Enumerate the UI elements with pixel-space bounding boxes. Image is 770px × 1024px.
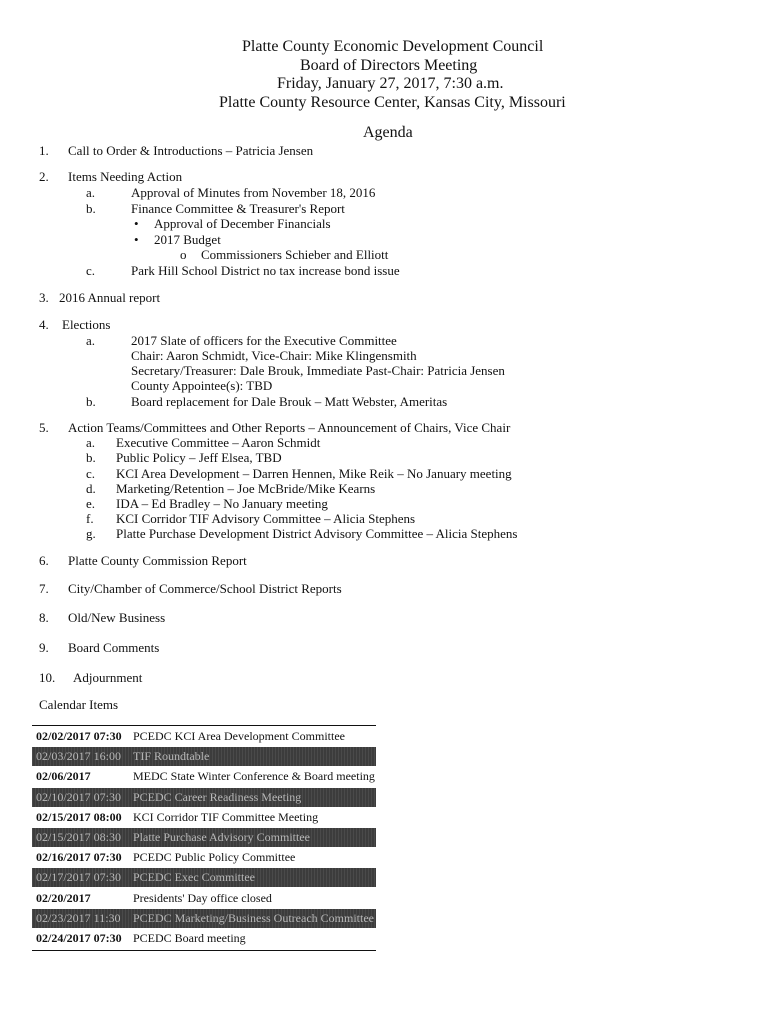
- calendar-row: [32, 727, 376, 746]
- calendar-event: Presidents' Day office closed: [133, 890, 272, 905]
- meeting-title: Board of Directors Meeting: [300, 57, 478, 74]
- bullet-text: Approval of December Financials: [154, 216, 331, 231]
- calendar-event: PCEDC Career Readiness Meeting: [133, 789, 302, 804]
- bullet-text: 2017 Budget: [154, 232, 221, 247]
- calendar-date: 02/20/2017: [36, 890, 91, 905]
- calendar-row: [32, 868, 376, 887]
- calendar-row: [32, 808, 376, 827]
- sub-item-text: IDA – Ed Bradley – No January meeting: [116, 496, 328, 511]
- item-number: 6.: [39, 553, 49, 568]
- sub-item-text: County Appointee(s): TBD: [131, 378, 273, 393]
- item-number: 4.: [39, 317, 49, 332]
- sub-bullet-text: Commissioners Schieber and Elliott: [201, 247, 389, 262]
- sub-item-text: Executive Committee – Aaron Schmidt: [116, 435, 321, 450]
- item-text: City/Chamber of Commerce/School District Reports: [68, 581, 342, 596]
- item-text: Board Comments: [68, 640, 160, 655]
- calendar-date: 02/06/2017: [36, 769, 91, 784]
- calendar-event: MEDC State Winter Conference & Board meeting: [133, 769, 375, 784]
- calendar-event: PCEDC Public Policy Committee: [133, 850, 296, 865]
- sub-item-text: Platte Purchase Development District Advisory Committee – Alicia Stephens: [116, 526, 518, 541]
- sub-item-letter: g.: [86, 526, 96, 541]
- calendar-date: 02/16/2017 07:30: [36, 850, 122, 865]
- calendar-event: PCEDC Exec Committee: [133, 870, 255, 885]
- item-text: Action Teams/Committees and Other Reports – Announcement of Chairs, Vice Chair: [68, 420, 511, 435]
- sub-item-text: Marketing/Retention – Joe McBride/Mike Kearns: [116, 481, 376, 496]
- sub-item-text: KCI Corridor TIF Advisory Committee – Alicia Stephens: [116, 511, 416, 526]
- meeting-location: Platte County Resource Center, Kansas City, Missouri: [219, 94, 566, 111]
- calendar-top-rule: [32, 725, 376, 726]
- item-text: Call to Order & Introductions – Patricia Jensen: [68, 143, 314, 158]
- calendar-row: [32, 747, 376, 766]
- calendar-date: 02/02/2017 07:30: [36, 729, 122, 743]
- item-number: 10.: [39, 670, 56, 685]
- sub-item-letter: a.: [86, 435, 96, 450]
- sub-item-letter: b.: [86, 450, 96, 465]
- sub-item-text: Secretary/Treasurer: Dale Brouk, Immediate Past-Chair: Patricia Jensen: [131, 363, 505, 378]
- sub-bullet-icon: o: [180, 247, 187, 262]
- org-title: Platte County Economic Development Council: [242, 38, 544, 55]
- sub-item-letter: b.: [86, 201, 96, 216]
- sub-item-text: Approval of Minutes from November 18, 2016: [131, 185, 376, 200]
- bullet-icon: •: [134, 232, 139, 247]
- sub-item-letter: d.: [86, 481, 96, 496]
- sub-item-text: Board replacement for Dale Brouk – Matt Webster, Ameritas: [131, 394, 448, 409]
- item-text: Platte County Commission Report: [68, 553, 247, 568]
- bullet-icon: •: [134, 216, 139, 231]
- calendar-row: [32, 909, 376, 928]
- calendar-row: [32, 767, 376, 786]
- item-number: 8.: [39, 610, 49, 625]
- item-text: Adjournment: [73, 670, 143, 685]
- calendar-row: [32, 889, 376, 908]
- sub-item-text: Park Hill School District no tax increase bond issue: [131, 263, 400, 278]
- calendar-date: 02/15/2017 08:30: [36, 830, 122, 844]
- sub-item-letter: f.: [86, 511, 94, 526]
- calendar-event: TIF Roundtable: [133, 749, 210, 764]
- meeting-date: Friday, January 27, 2017, 7:30 a.m.: [277, 75, 504, 92]
- sub-item-letter: b.: [86, 394, 96, 409]
- item-text: Elections: [62, 317, 111, 332]
- sub-item-letter: c.: [86, 466, 96, 481]
- sub-item-text: Public Policy – Jeff Elsea, TBD: [116, 450, 282, 465]
- calendar-row: [32, 828, 376, 847]
- calendar-row: [32, 929, 376, 948]
- agenda-heading: Agenda: [363, 124, 413, 141]
- sub-item-letter: e.: [86, 496, 96, 511]
- calendar-event: PCEDC KCI Area Development Committee: [133, 729, 345, 743]
- item-text: Items Needing Action: [68, 169, 183, 184]
- calendar-date: 02/24/2017 07:30: [36, 931, 122, 945]
- calendar-row: [32, 788, 376, 807]
- sub-item-letter: c.: [86, 263, 96, 278]
- item-text: Old/New Business: [68, 610, 166, 625]
- calendar-event: PCEDC Marketing/Business Outreach Committee: [133, 910, 374, 925]
- item-number: 3.: [39, 290, 49, 305]
- calendar-date: 02/17/2017 07:30: [36, 870, 122, 885]
- calendar-event: PCEDC Board meeting: [133, 931, 246, 945]
- sub-item-text: Chair: Aaron Schmidt, Vice-Chair: Mike Klingensmith: [131, 348, 417, 363]
- sub-item-letter: a.: [86, 333, 96, 348]
- sub-item-text: Finance Committee & Treasurer's Report: [131, 201, 345, 216]
- item-number: 2.: [39, 169, 49, 184]
- item-number: 1.: [39, 143, 49, 158]
- calendar-heading: Calendar Items: [39, 697, 119, 712]
- sub-item-text: 2017 Slate of officers for the Executive Committee: [131, 333, 397, 348]
- calendar-date: 02/10/2017 07:30: [36, 789, 122, 804]
- calendar-bottom-rule: [32, 950, 376, 951]
- sub-item-text: KCI Area Development – Darren Hennen, Mike Reik – No January meeting: [116, 466, 512, 481]
- item-number: 5.: [39, 420, 49, 435]
- calendar-event: KCI Corridor TIF Committee Meeting: [133, 809, 319, 824]
- calendar-date: 02/03/2017 16:00: [36, 749, 122, 764]
- item-number: 9.: [39, 640, 49, 655]
- calendar-event: Platte Purchase Advisory Committee: [133, 830, 310, 844]
- item-text: 2016 Annual report: [59, 290, 161, 305]
- calendar-row: [32, 848, 376, 867]
- calendar-date: 02/23/2017 11:30: [36, 910, 121, 925]
- item-number: 7.: [39, 581, 49, 596]
- calendar-date: 02/15/2017 08:00: [36, 809, 122, 824]
- sub-item-letter: a.: [86, 185, 96, 200]
